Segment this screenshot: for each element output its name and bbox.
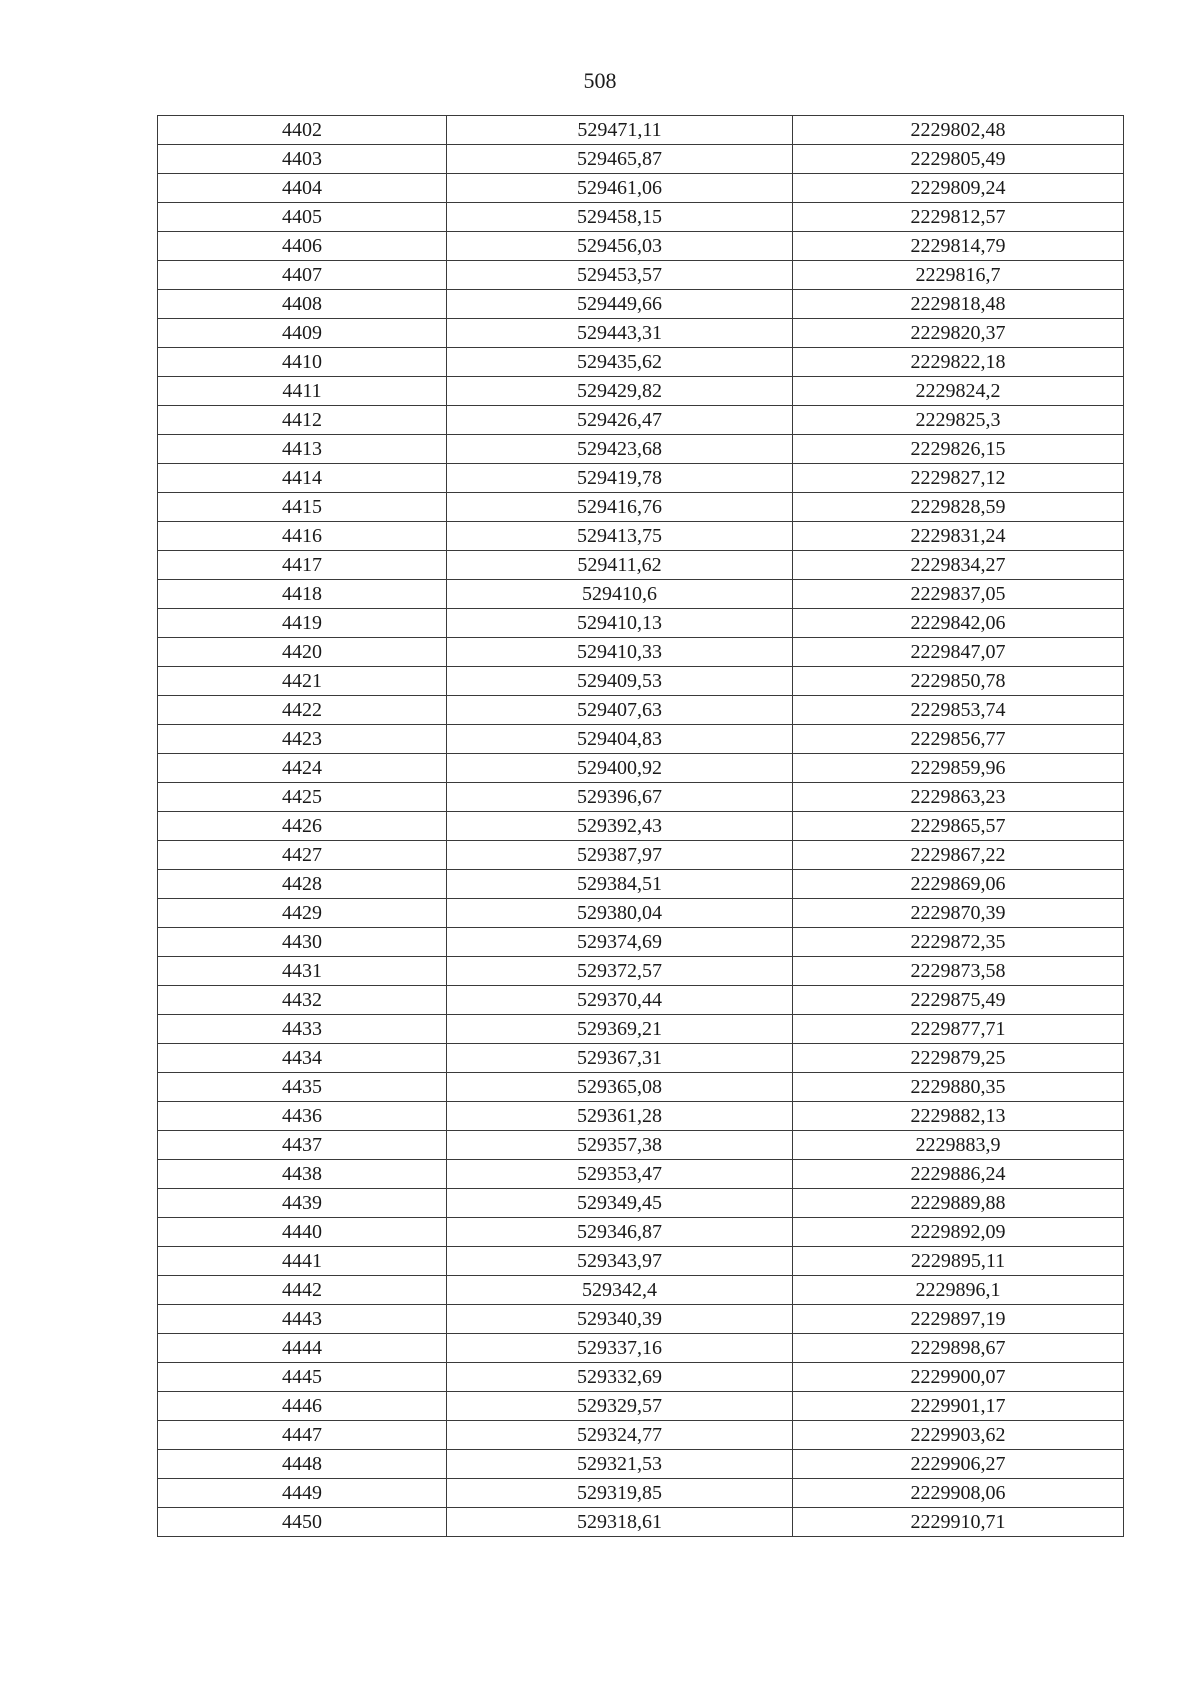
table-row bbox=[158, 1450, 1124, 1479]
x-coordinate-cell: 529340,39 bbox=[447, 1305, 793, 1334]
x-coordinate-cell: 529321,53 bbox=[447, 1450, 793, 1479]
x-coordinate-cell: 529384,51 bbox=[447, 870, 793, 899]
point-number-cell: 4430 bbox=[158, 928, 447, 957]
y-coordinate-cell: 2229880,35 bbox=[793, 1073, 1124, 1102]
x-coordinate-cell: 529429,82 bbox=[447, 377, 793, 406]
table-row bbox=[158, 812, 1124, 841]
x-coordinate-cell: 529443,31 bbox=[447, 319, 793, 348]
x-coordinate-cell: 529456,03 bbox=[447, 232, 793, 261]
point-number-cell: 4443 bbox=[158, 1305, 447, 1334]
table-row bbox=[158, 145, 1124, 174]
point-number-cell: 4432 bbox=[158, 986, 447, 1015]
table-row bbox=[158, 1015, 1124, 1044]
table-row bbox=[158, 290, 1124, 319]
x-coordinate-cell: 529357,38 bbox=[447, 1131, 793, 1160]
point-number-cell: 4433 bbox=[158, 1015, 447, 1044]
y-coordinate-cell: 2229812,57 bbox=[793, 203, 1124, 232]
point-number-cell: 4419 bbox=[158, 609, 447, 638]
point-number-cell: 4415 bbox=[158, 493, 447, 522]
x-coordinate-cell: 529461,06 bbox=[447, 174, 793, 203]
table-row bbox=[158, 493, 1124, 522]
y-coordinate-cell: 2229865,57 bbox=[793, 812, 1124, 841]
point-number-cell: 4447 bbox=[158, 1421, 447, 1450]
y-coordinate-cell: 2229908,06 bbox=[793, 1479, 1124, 1508]
point-number-cell: 4408 bbox=[158, 290, 447, 319]
x-coordinate-cell: 529318,61 bbox=[447, 1508, 793, 1537]
table-row bbox=[158, 232, 1124, 261]
x-coordinate-cell: 529423,68 bbox=[447, 435, 793, 464]
x-coordinate-cell: 529365,08 bbox=[447, 1073, 793, 1102]
point-number-cell: 4437 bbox=[158, 1131, 447, 1160]
x-coordinate-cell: 529361,28 bbox=[447, 1102, 793, 1131]
x-coordinate-cell: 529367,31 bbox=[447, 1044, 793, 1073]
x-coordinate-cell: 529471,11 bbox=[447, 116, 793, 145]
page-number: 508 bbox=[583, 68, 617, 93]
point-number-cell: 4416 bbox=[158, 522, 447, 551]
table-row bbox=[158, 696, 1124, 725]
x-coordinate-cell: 529435,62 bbox=[447, 348, 793, 377]
table-row bbox=[158, 435, 1124, 464]
x-coordinate-cell: 529419,78 bbox=[447, 464, 793, 493]
point-number-cell: 4403 bbox=[158, 145, 447, 174]
x-coordinate-cell: 529404,83 bbox=[447, 725, 793, 754]
y-coordinate-cell: 2229809,24 bbox=[793, 174, 1124, 203]
point-number-cell: 4418 bbox=[158, 580, 447, 609]
y-coordinate-cell: 2229850,78 bbox=[793, 667, 1124, 696]
x-coordinate-cell: 529413,75 bbox=[447, 522, 793, 551]
y-coordinate-cell: 2229895,11 bbox=[793, 1247, 1124, 1276]
y-coordinate-cell: 2229875,49 bbox=[793, 986, 1124, 1015]
y-coordinate-cell: 2229901,17 bbox=[793, 1392, 1124, 1421]
y-coordinate-cell: 2229906,27 bbox=[793, 1450, 1124, 1479]
y-coordinate-cell: 2229879,25 bbox=[793, 1044, 1124, 1073]
x-coordinate-cell: 529380,04 bbox=[447, 899, 793, 928]
table-row bbox=[158, 1102, 1124, 1131]
point-number-cell: 4412 bbox=[158, 406, 447, 435]
y-coordinate-cell: 2229910,71 bbox=[793, 1508, 1124, 1537]
table-row bbox=[158, 667, 1124, 696]
x-coordinate-cell: 529396,67 bbox=[447, 783, 793, 812]
table-row bbox=[158, 899, 1124, 928]
coordinates-table-body bbox=[158, 116, 1124, 1537]
point-number-cell: 4424 bbox=[158, 754, 447, 783]
table-row bbox=[158, 377, 1124, 406]
point-number-cell: 4442 bbox=[158, 1276, 447, 1305]
table-row bbox=[158, 638, 1124, 667]
y-coordinate-cell: 2229828,59 bbox=[793, 493, 1124, 522]
table-row bbox=[158, 725, 1124, 754]
table-row bbox=[158, 1334, 1124, 1363]
point-number-cell: 4439 bbox=[158, 1189, 447, 1218]
point-number-cell: 4445 bbox=[158, 1363, 447, 1392]
y-coordinate-cell: 2229831,24 bbox=[793, 522, 1124, 551]
y-coordinate-cell: 2229873,58 bbox=[793, 957, 1124, 986]
x-coordinate-cell: 529416,76 bbox=[447, 493, 793, 522]
coordinates-table bbox=[157, 115, 1124, 1537]
x-coordinate-cell: 529411,62 bbox=[447, 551, 793, 580]
table-row bbox=[158, 1160, 1124, 1189]
x-coordinate-cell: 529324,77 bbox=[447, 1421, 793, 1450]
y-coordinate-cell: 2229867,22 bbox=[793, 841, 1124, 870]
table-row bbox=[158, 1363, 1124, 1392]
y-coordinate-cell: 2229820,37 bbox=[793, 319, 1124, 348]
point-number-cell: 4427 bbox=[158, 841, 447, 870]
point-number-cell: 4402 bbox=[158, 116, 447, 145]
table-row bbox=[158, 957, 1124, 986]
point-number-cell: 4426 bbox=[158, 812, 447, 841]
x-coordinate-cell: 529332,69 bbox=[447, 1363, 793, 1392]
point-number-cell: 4449 bbox=[158, 1479, 447, 1508]
x-coordinate-cell: 529342,4 bbox=[447, 1276, 793, 1305]
point-number-cell: 4423 bbox=[158, 725, 447, 754]
point-number-cell: 4446 bbox=[158, 1392, 447, 1421]
table-row bbox=[158, 406, 1124, 435]
y-coordinate-cell: 2229892,09 bbox=[793, 1218, 1124, 1247]
point-number-cell: 4414 bbox=[158, 464, 447, 493]
table-row bbox=[158, 754, 1124, 783]
x-coordinate-cell: 529410,13 bbox=[447, 609, 793, 638]
y-coordinate-cell: 2229856,77 bbox=[793, 725, 1124, 754]
y-coordinate-cell: 2229883,9 bbox=[793, 1131, 1124, 1160]
table-row bbox=[158, 261, 1124, 290]
x-coordinate-cell: 529453,57 bbox=[447, 261, 793, 290]
y-coordinate-cell: 2229847,07 bbox=[793, 638, 1124, 667]
y-coordinate-cell: 2229870,39 bbox=[793, 899, 1124, 928]
y-coordinate-cell: 2229818,48 bbox=[793, 290, 1124, 319]
y-coordinate-cell: 2229863,23 bbox=[793, 783, 1124, 812]
point-number-cell: 4444 bbox=[158, 1334, 447, 1363]
y-coordinate-cell: 2229859,96 bbox=[793, 754, 1124, 783]
x-coordinate-cell: 529337,16 bbox=[447, 1334, 793, 1363]
y-coordinate-cell: 2229827,12 bbox=[793, 464, 1124, 493]
y-coordinate-cell: 2229814,79 bbox=[793, 232, 1124, 261]
point-number-cell: 4441 bbox=[158, 1247, 447, 1276]
point-number-cell: 4409 bbox=[158, 319, 447, 348]
x-coordinate-cell: 529400,92 bbox=[447, 754, 793, 783]
point-number-cell: 4438 bbox=[158, 1160, 447, 1189]
x-coordinate-cell: 529449,66 bbox=[447, 290, 793, 319]
point-number-cell: 4417 bbox=[158, 551, 447, 580]
table-row bbox=[158, 319, 1124, 348]
table-row bbox=[158, 464, 1124, 493]
y-coordinate-cell: 2229802,48 bbox=[793, 116, 1124, 145]
y-coordinate-cell: 2229886,24 bbox=[793, 1160, 1124, 1189]
y-coordinate-cell: 2229896,1 bbox=[793, 1276, 1124, 1305]
y-coordinate-cell: 2229898,67 bbox=[793, 1334, 1124, 1363]
point-number-cell: 4440 bbox=[158, 1218, 447, 1247]
x-coordinate-cell: 529407,63 bbox=[447, 696, 793, 725]
table-row bbox=[158, 986, 1124, 1015]
y-coordinate-cell: 2229834,27 bbox=[793, 551, 1124, 580]
table-row bbox=[158, 841, 1124, 870]
point-number-cell: 4411 bbox=[158, 377, 447, 406]
table-row bbox=[158, 1479, 1124, 1508]
point-number-cell: 4435 bbox=[158, 1073, 447, 1102]
y-coordinate-cell: 2229822,18 bbox=[793, 348, 1124, 377]
point-number-cell: 4410 bbox=[158, 348, 447, 377]
point-number-cell: 4421 bbox=[158, 667, 447, 696]
x-coordinate-cell: 529343,97 bbox=[447, 1247, 793, 1276]
table-row bbox=[158, 1247, 1124, 1276]
x-coordinate-cell: 529409,53 bbox=[447, 667, 793, 696]
point-number-cell: 4422 bbox=[158, 696, 447, 725]
point-number-cell: 4448 bbox=[158, 1450, 447, 1479]
table-row bbox=[158, 870, 1124, 899]
table-row bbox=[158, 1305, 1124, 1334]
y-coordinate-cell: 2229826,15 bbox=[793, 435, 1124, 464]
y-coordinate-cell: 2229872,35 bbox=[793, 928, 1124, 957]
y-coordinate-cell: 2229805,49 bbox=[793, 145, 1124, 174]
point-number-cell: 4431 bbox=[158, 957, 447, 986]
y-coordinate-cell: 2229842,06 bbox=[793, 609, 1124, 638]
table-row bbox=[158, 1044, 1124, 1073]
table-row bbox=[158, 116, 1124, 145]
point-number-cell: 4434 bbox=[158, 1044, 447, 1073]
point-number-cell: 4405 bbox=[158, 203, 447, 232]
table-row bbox=[158, 203, 1124, 232]
point-number-cell: 4404 bbox=[158, 174, 447, 203]
table-row bbox=[158, 1421, 1124, 1450]
table-row bbox=[158, 1392, 1124, 1421]
x-coordinate-cell: 529458,15 bbox=[447, 203, 793, 232]
x-coordinate-cell: 529370,44 bbox=[447, 986, 793, 1015]
x-coordinate-cell: 529353,47 bbox=[447, 1160, 793, 1189]
table-row bbox=[158, 348, 1124, 377]
y-coordinate-cell: 2229853,74 bbox=[793, 696, 1124, 725]
y-coordinate-cell: 2229889,88 bbox=[793, 1189, 1124, 1218]
table-row bbox=[158, 1276, 1124, 1305]
x-coordinate-cell: 529319,85 bbox=[447, 1479, 793, 1508]
x-coordinate-cell: 529346,87 bbox=[447, 1218, 793, 1247]
table-row bbox=[158, 609, 1124, 638]
table-row bbox=[158, 928, 1124, 957]
table-row bbox=[158, 522, 1124, 551]
y-coordinate-cell: 2229877,71 bbox=[793, 1015, 1124, 1044]
point-number-cell: 4413 bbox=[158, 435, 447, 464]
y-coordinate-cell: 2229825,3 bbox=[793, 406, 1124, 435]
point-number-cell: 4420 bbox=[158, 638, 447, 667]
point-number-cell: 4407 bbox=[158, 261, 447, 290]
x-coordinate-cell: 529329,57 bbox=[447, 1392, 793, 1421]
table-row bbox=[158, 1073, 1124, 1102]
table-row bbox=[158, 1189, 1124, 1218]
point-number-cell: 4429 bbox=[158, 899, 447, 928]
point-number-cell: 4428 bbox=[158, 870, 447, 899]
x-coordinate-cell: 529410,33 bbox=[447, 638, 793, 667]
x-coordinate-cell: 529465,87 bbox=[447, 145, 793, 174]
y-coordinate-cell: 2229816,7 bbox=[793, 261, 1124, 290]
point-number-cell: 4425 bbox=[158, 783, 447, 812]
y-coordinate-cell: 2229900,07 bbox=[793, 1363, 1124, 1392]
table-row bbox=[158, 580, 1124, 609]
x-coordinate-cell: 529410,6 bbox=[447, 580, 793, 609]
table-row bbox=[158, 551, 1124, 580]
table-row bbox=[158, 1218, 1124, 1247]
table-row bbox=[158, 174, 1124, 203]
y-coordinate-cell: 2229897,19 bbox=[793, 1305, 1124, 1334]
x-coordinate-cell: 529369,21 bbox=[447, 1015, 793, 1044]
x-coordinate-cell: 529392,43 bbox=[447, 812, 793, 841]
x-coordinate-cell: 529372,57 bbox=[447, 957, 793, 986]
point-number-cell: 4406 bbox=[158, 232, 447, 261]
point-number-cell: 4450 bbox=[158, 1508, 447, 1537]
y-coordinate-cell: 2229824,2 bbox=[793, 377, 1124, 406]
x-coordinate-cell: 529374,69 bbox=[447, 928, 793, 957]
y-coordinate-cell: 2229837,05 bbox=[793, 580, 1124, 609]
y-coordinate-cell: 2229869,06 bbox=[793, 870, 1124, 899]
table-row bbox=[158, 783, 1124, 812]
table-row bbox=[158, 1508, 1124, 1537]
point-number-cell: 4436 bbox=[158, 1102, 447, 1131]
y-coordinate-cell: 2229903,62 bbox=[793, 1421, 1124, 1450]
x-coordinate-cell: 529426,47 bbox=[447, 406, 793, 435]
x-coordinate-cell: 529349,45 bbox=[447, 1189, 793, 1218]
x-coordinate-cell: 529387,97 bbox=[447, 841, 793, 870]
y-coordinate-cell: 2229882,13 bbox=[793, 1102, 1124, 1131]
table-row bbox=[158, 1131, 1124, 1160]
